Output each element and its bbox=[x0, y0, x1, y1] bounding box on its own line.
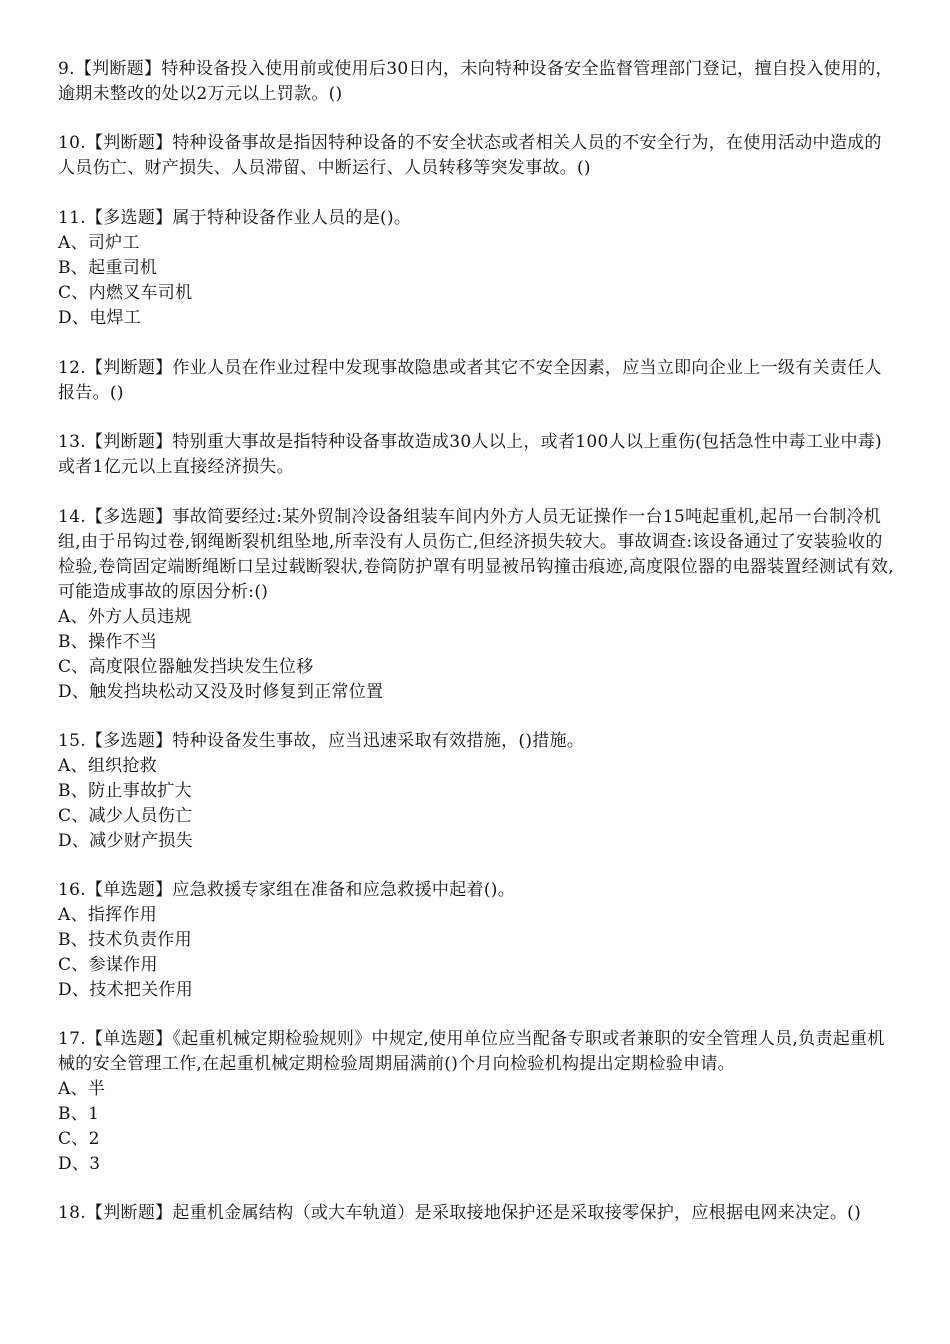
option-c: C、内燃叉车司机 bbox=[58, 283, 193, 303]
question-13 bbox=[58, 430, 898, 480]
question-18 bbox=[58, 1201, 898, 1226]
question-9 bbox=[58, 57, 898, 107]
option-d: D、减少财产损失 bbox=[58, 831, 194, 851]
question-stem: 14.【多选题】事故简要经过:某外贸制冷设备组装车间内外方人员无证操作一台15吨起重机,起吊一台制冷机组,由于吊钩过卷,钢绳断裂机组坠地,所幸没有人员伤亡,但经济损失较大。事故调查:该设备通过了安装验收的检验,卷筒固定端断绳断口呈过载断裂状,卷筒防护罩有明显被吊钩撞击痕迹,高度限位器的电器装置经测试有效,可能造成事故的原因分析:() bbox=[58, 507, 894, 602]
option-d: D、触发挡块松动又没及时修复到正常位置 bbox=[58, 682, 384, 702]
question-stem: 12.【判断题】作业人员在作业过程中发现事故隐患或者其它不安全因素，应当立即向企业上一级有关责任人报告。() bbox=[58, 358, 882, 403]
question-16 bbox=[58, 878, 898, 1003]
question-15 bbox=[58, 729, 898, 854]
question-stem: 13.【判断题】特别重大事故是指特种设备事故造成30人以上，或者100人以上重伤(包括急性中毒工业中毒)或者1亿元以上直接经济损失。 bbox=[58, 432, 882, 477]
option-c: C、参谋作用 bbox=[58, 955, 158, 975]
option-d: D、3 bbox=[58, 1154, 101, 1174]
question-stem: 10.【判断题】特种设备事故是指因特种设备的不安全状态或者相关人员的不安全行为，在使用活动中造成的人员伤亡、财产损失、人员滞留、中断运行、人员转移等突发事故。() bbox=[58, 133, 882, 178]
option-c: C、高度限位器触发挡块发生位移 bbox=[58, 657, 314, 677]
option-b: B、起重司机 bbox=[58, 258, 158, 278]
option-a: A、外方人员违规 bbox=[58, 607, 192, 627]
question-14 bbox=[58, 505, 898, 705]
question-stem: 18.【判断题】起重机金属结构（或大车轨道）是采取接地保护还是采取接零保护，应根据电网来决定。() bbox=[58, 1203, 861, 1223]
option-c: C、2 bbox=[58, 1129, 100, 1149]
question-stem: 17.【单选题】《起重机械定期检验规则》中规定,使用单位应当配备专职或者兼职的安全管理人员,负责起重机械的安全管理工作,在起重机械定期检验周期届满前()个月向检验机构提出定期检验申请。 bbox=[58, 1029, 885, 1074]
option-b: B、操作不当 bbox=[58, 632, 158, 652]
option-b: B、技术负责作用 bbox=[58, 930, 192, 950]
option-c: C、减少人员伤亡 bbox=[58, 806, 193, 826]
option-a: A、司炉工 bbox=[58, 233, 140, 253]
option-a: A、半 bbox=[58, 1079, 106, 1099]
question-stem: 15.【多选题】特种设备发生事故，应当迅速采取有效措施，()措施。 bbox=[58, 731, 585, 751]
option-a: A、指挥作用 bbox=[58, 905, 158, 925]
option-b: B、1 bbox=[58, 1104, 100, 1124]
option-b: B、防止事故扩大 bbox=[58, 781, 192, 801]
question-17 bbox=[58, 1027, 898, 1177]
question-12 bbox=[58, 356, 898, 406]
option-a: A、组织抢救 bbox=[58, 756, 158, 776]
question-10 bbox=[58, 131, 898, 181]
question-11 bbox=[58, 206, 898, 331]
option-d: D、技术把关作用 bbox=[58, 980, 194, 1000]
question-stem: 9.【判断题】特种设备投入使用前或使用后30日内，未向特种设备安全监督管理部门登记，擅自投入使用的，逾期未整改的处以2万元以上罚款。() bbox=[58, 59, 893, 104]
question-stem: 11.【多选题】属于特种设备作业人员的是()。 bbox=[58, 208, 412, 228]
question-stem: 16.【单选题】应急救援专家组在准备和应急救援中起着()。 bbox=[58, 880, 515, 900]
option-d: D、电焊工 bbox=[58, 308, 142, 328]
